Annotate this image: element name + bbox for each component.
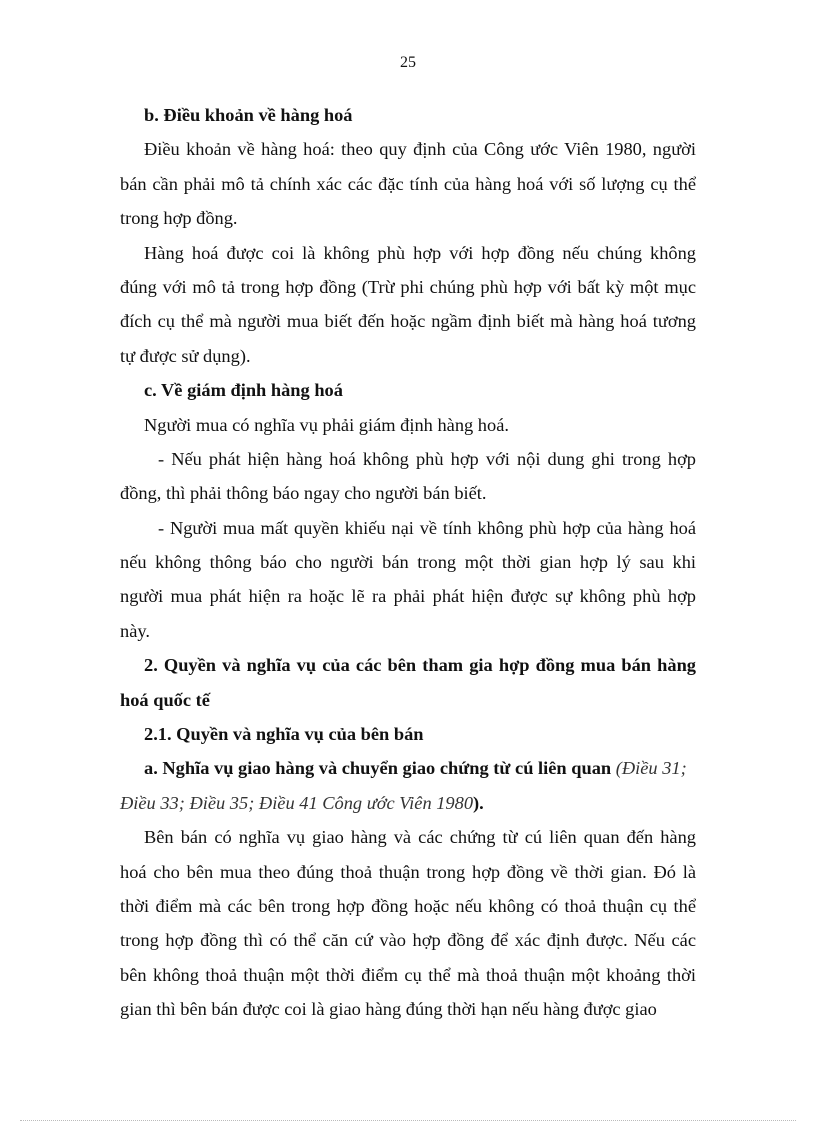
text-line: tự được sử dụng). — [120, 345, 251, 366]
text-line: bán cần phải mô tả chính xác các đặc tính của hàng hoá với số lượng cụ thể — [120, 173, 696, 194]
text-line: hoá cho bên mua theo đúng thoả thuận trong hợp đồng về thời gian. Đó là — [120, 861, 696, 882]
text-line: người mua phát hiện ra hoặc lẽ ra phải phát hiện được sự không phù hợp — [120, 586, 696, 607]
text-line: bên không thoả thuận một thời điểm cụ thể mà thoả thuận một khoảng thời — [120, 964, 696, 985]
text-line: Hàng hoá được coi là không phù hợp với hợp đồng nếu chúng không — [144, 242, 696, 263]
text-line: đồng, thì phải thông báo ngay cho người bán biết. — [120, 483, 487, 504]
document-body — [120, 98, 696, 1027]
text-line: - Người mua mất quyền khiếu nại về tính không phù hợp của hàng hoá — [158, 517, 696, 538]
text-line: trong hợp đồng. — [120, 208, 238, 229]
page-number: 25 — [400, 54, 416, 71]
text-span: Điều 33; Điều 35; Điều 41 Công ước Viên 1980 — [120, 792, 474, 813]
text-line: Người mua có nghĩa vụ phải giám định hàng hoá. — [144, 414, 509, 435]
page-bottom-rule — [20, 1120, 796, 1121]
text-line: Bên bán có nghĩa vụ giao hàng và các chứng từ cú liên quan đến hàng — [144, 827, 696, 848]
text-line: thời điểm mà các bên trong hợp đồng hoặc nếu không có thoả thuận cụ thể — [120, 895, 696, 916]
text-line: 2.1. Quyền và nghĩa vụ của bên bán — [144, 724, 424, 745]
text-line: gian thì bên bán được coi là giao hàng đúng thời hạn nếu hàng được giao — [120, 999, 657, 1020]
text-line: hoá quốc tế — [120, 689, 210, 710]
text-line: đích cụ thể mà người mua biết đến hoặc ngầm định biết mà hàng hoá tương — [120, 311, 696, 332]
text-line: c. Về giám định hàng hoá — [144, 380, 343, 401]
text-line: 2. Quyền và nghĩa vụ của các bên tham gia hợp đồng mua bán hàng — [144, 655, 696, 676]
text-line — [120, 751, 696, 785]
text-line: này. — [120, 620, 150, 641]
text-line: trong hợp đồng thì có thể căn cứ vào hợp đồng để xác định được. Nếu các — [120, 930, 696, 951]
text-line: b. Điều khoản về hàng hoá — [144, 105, 353, 125]
text-line: Điều khoản về hàng hoá: theo quy định của Công ước Viên 1980, người — [144, 139, 696, 160]
text-line — [120, 786, 696, 820]
text-span: a. Nghĩa vụ giao hàng và chuyển giao chứng từ cú liên quan — [144, 758, 616, 779]
text-line: - Nếu phát hiện hàng hoá không phù hợp với nội dung ghi trong hợp — [158, 448, 696, 469]
text-span: ). — [473, 792, 484, 813]
text-span: (Điều 31; — [615, 758, 687, 779]
text-line: nếu không thông báo cho người bán trong một thời gian hợp lý sau khi — [120, 552, 696, 573]
text-line: đúng với mô tả trong hợp đồng (Trừ phi chúng phù hợp với bất kỳ một mục — [120, 276, 696, 297]
